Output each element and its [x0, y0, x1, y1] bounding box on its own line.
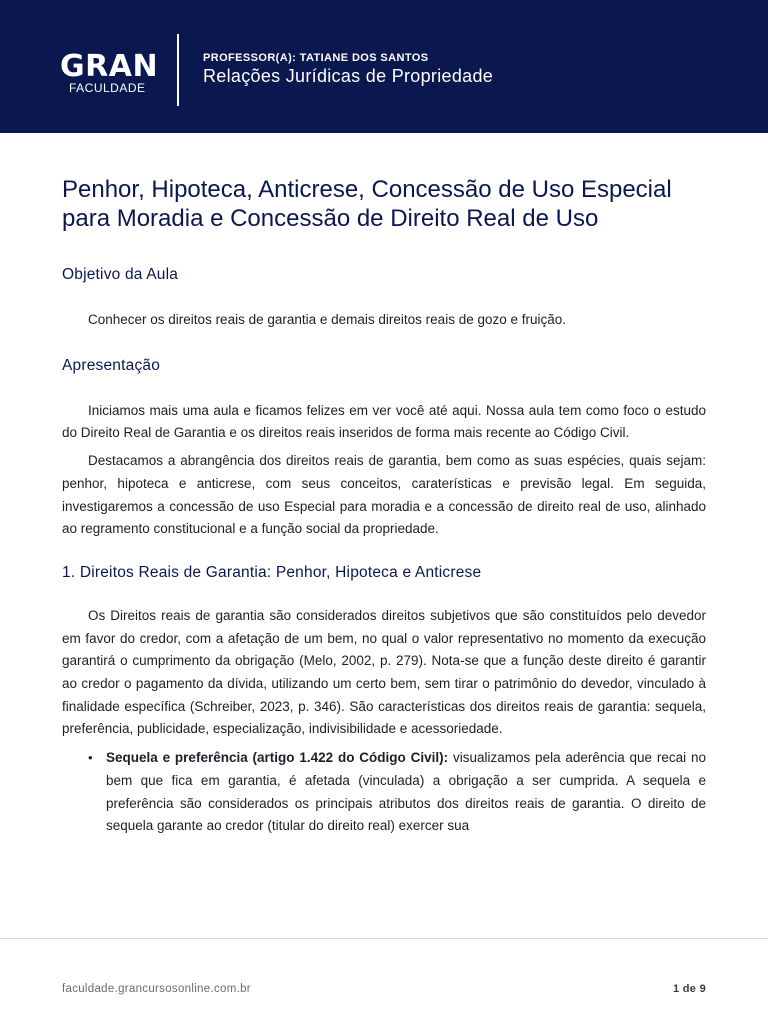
objetivo-paragraph: Conhecer os direitos reais de garantia e demais direitos reais de gozo e fruição. — [88, 312, 567, 327]
list-item-text: visualizamos pela aderência que recai no bem que fica em garantia, é afetada (vinculada) a obrigação a ser cumprida. A sequela e preferência são considerados os principais atributos dos direitos reais de garantia. O direito de sequela garante ao credor (titular do direito real) exercer sua — [106, 750, 706, 834]
page-number: 1 de 9 — [673, 983, 706, 995]
header-divider — [177, 34, 179, 106]
characteristics-list — [62, 747, 706, 838]
list-item-term: Sequela e preferência (artigo 1.422 do Código Civil): — [106, 750, 449, 766]
objetivo-heading: Objetivo da Aula — [62, 266, 179, 283]
section-1-paragraph: Os Direitos reais de garantia são considerados direitos subjetivos que são constituídos pelo devedor em favor do credor, com a afetação de um bem, no qual o valor representativo no momento da execução garantirá o cumprimento da obrigação (Melo, 2002, p. 279). Nota-se que a função deste direito é garantir ao credor o pagamento da dívida, utilizando um certo bem, sem tirar o patrimônio do devedor, vinculado à finalidade específica (Schreiber, 2023, p. 346). São características dos direitos reais de garantia: sequela, preferência, publicidade, especialização, indivisibilidade e acessoriedade. — [62, 607, 706, 737]
header-banner — [0, 0, 768, 133]
apresentacao-heading: Apresentação — [62, 356, 161, 374]
footer-divider — [0, 938, 768, 939]
footer-url-link[interactable]: faculdade.grancursosonline.com.br — [62, 983, 251, 995]
logo-main-text: GRAN — [60, 49, 159, 84]
section-1-heading: 1. Direitos Reais de Garantia: Penhor, Hipoteca e Anticrese — [62, 563, 482, 581]
logo-sub-text: FACULDADE — [69, 81, 146, 95]
page-title: Penhor, Hipoteca, Anticrese, Concessão de Uso Especial para Moradia e Concessão de Direito Real de Uso — [62, 176, 672, 232]
bullet-icon: • — [88, 750, 93, 766]
document-body — [62, 175, 706, 838]
apresentacao-paragraph-2: Destacamos a abrangência dos direitos reais de garantia, bem como as suas espécies, quais sejam: penhor, hipoteca e anticrese, com seus conceitos, caraterísticas e previsão legal. Em seguida, investigaremos a concessão de uso Especial para moradia e a concessão de direito real de uso, alinhado ao regramento constitucional e a função social da propriedade. — [62, 453, 706, 537]
list-item — [62, 747, 706, 838]
professor-name: PROFESSOR(A): TATIANE DOS SANTOS — [203, 52, 429, 64]
gran-faculdade-logo — [60, 49, 160, 95]
apresentacao-paragraph-1: Iniciamos mais uma aula e ficamos felizes em ver você até aqui. Nossa aula tem como foco o estudo do Direito Real de Garantia e os direitos reais inseridos de forma mais recente ao Código Civil. — [62, 402, 706, 441]
course-title: Relações Jurídicas de Propriedade — [203, 66, 494, 86]
